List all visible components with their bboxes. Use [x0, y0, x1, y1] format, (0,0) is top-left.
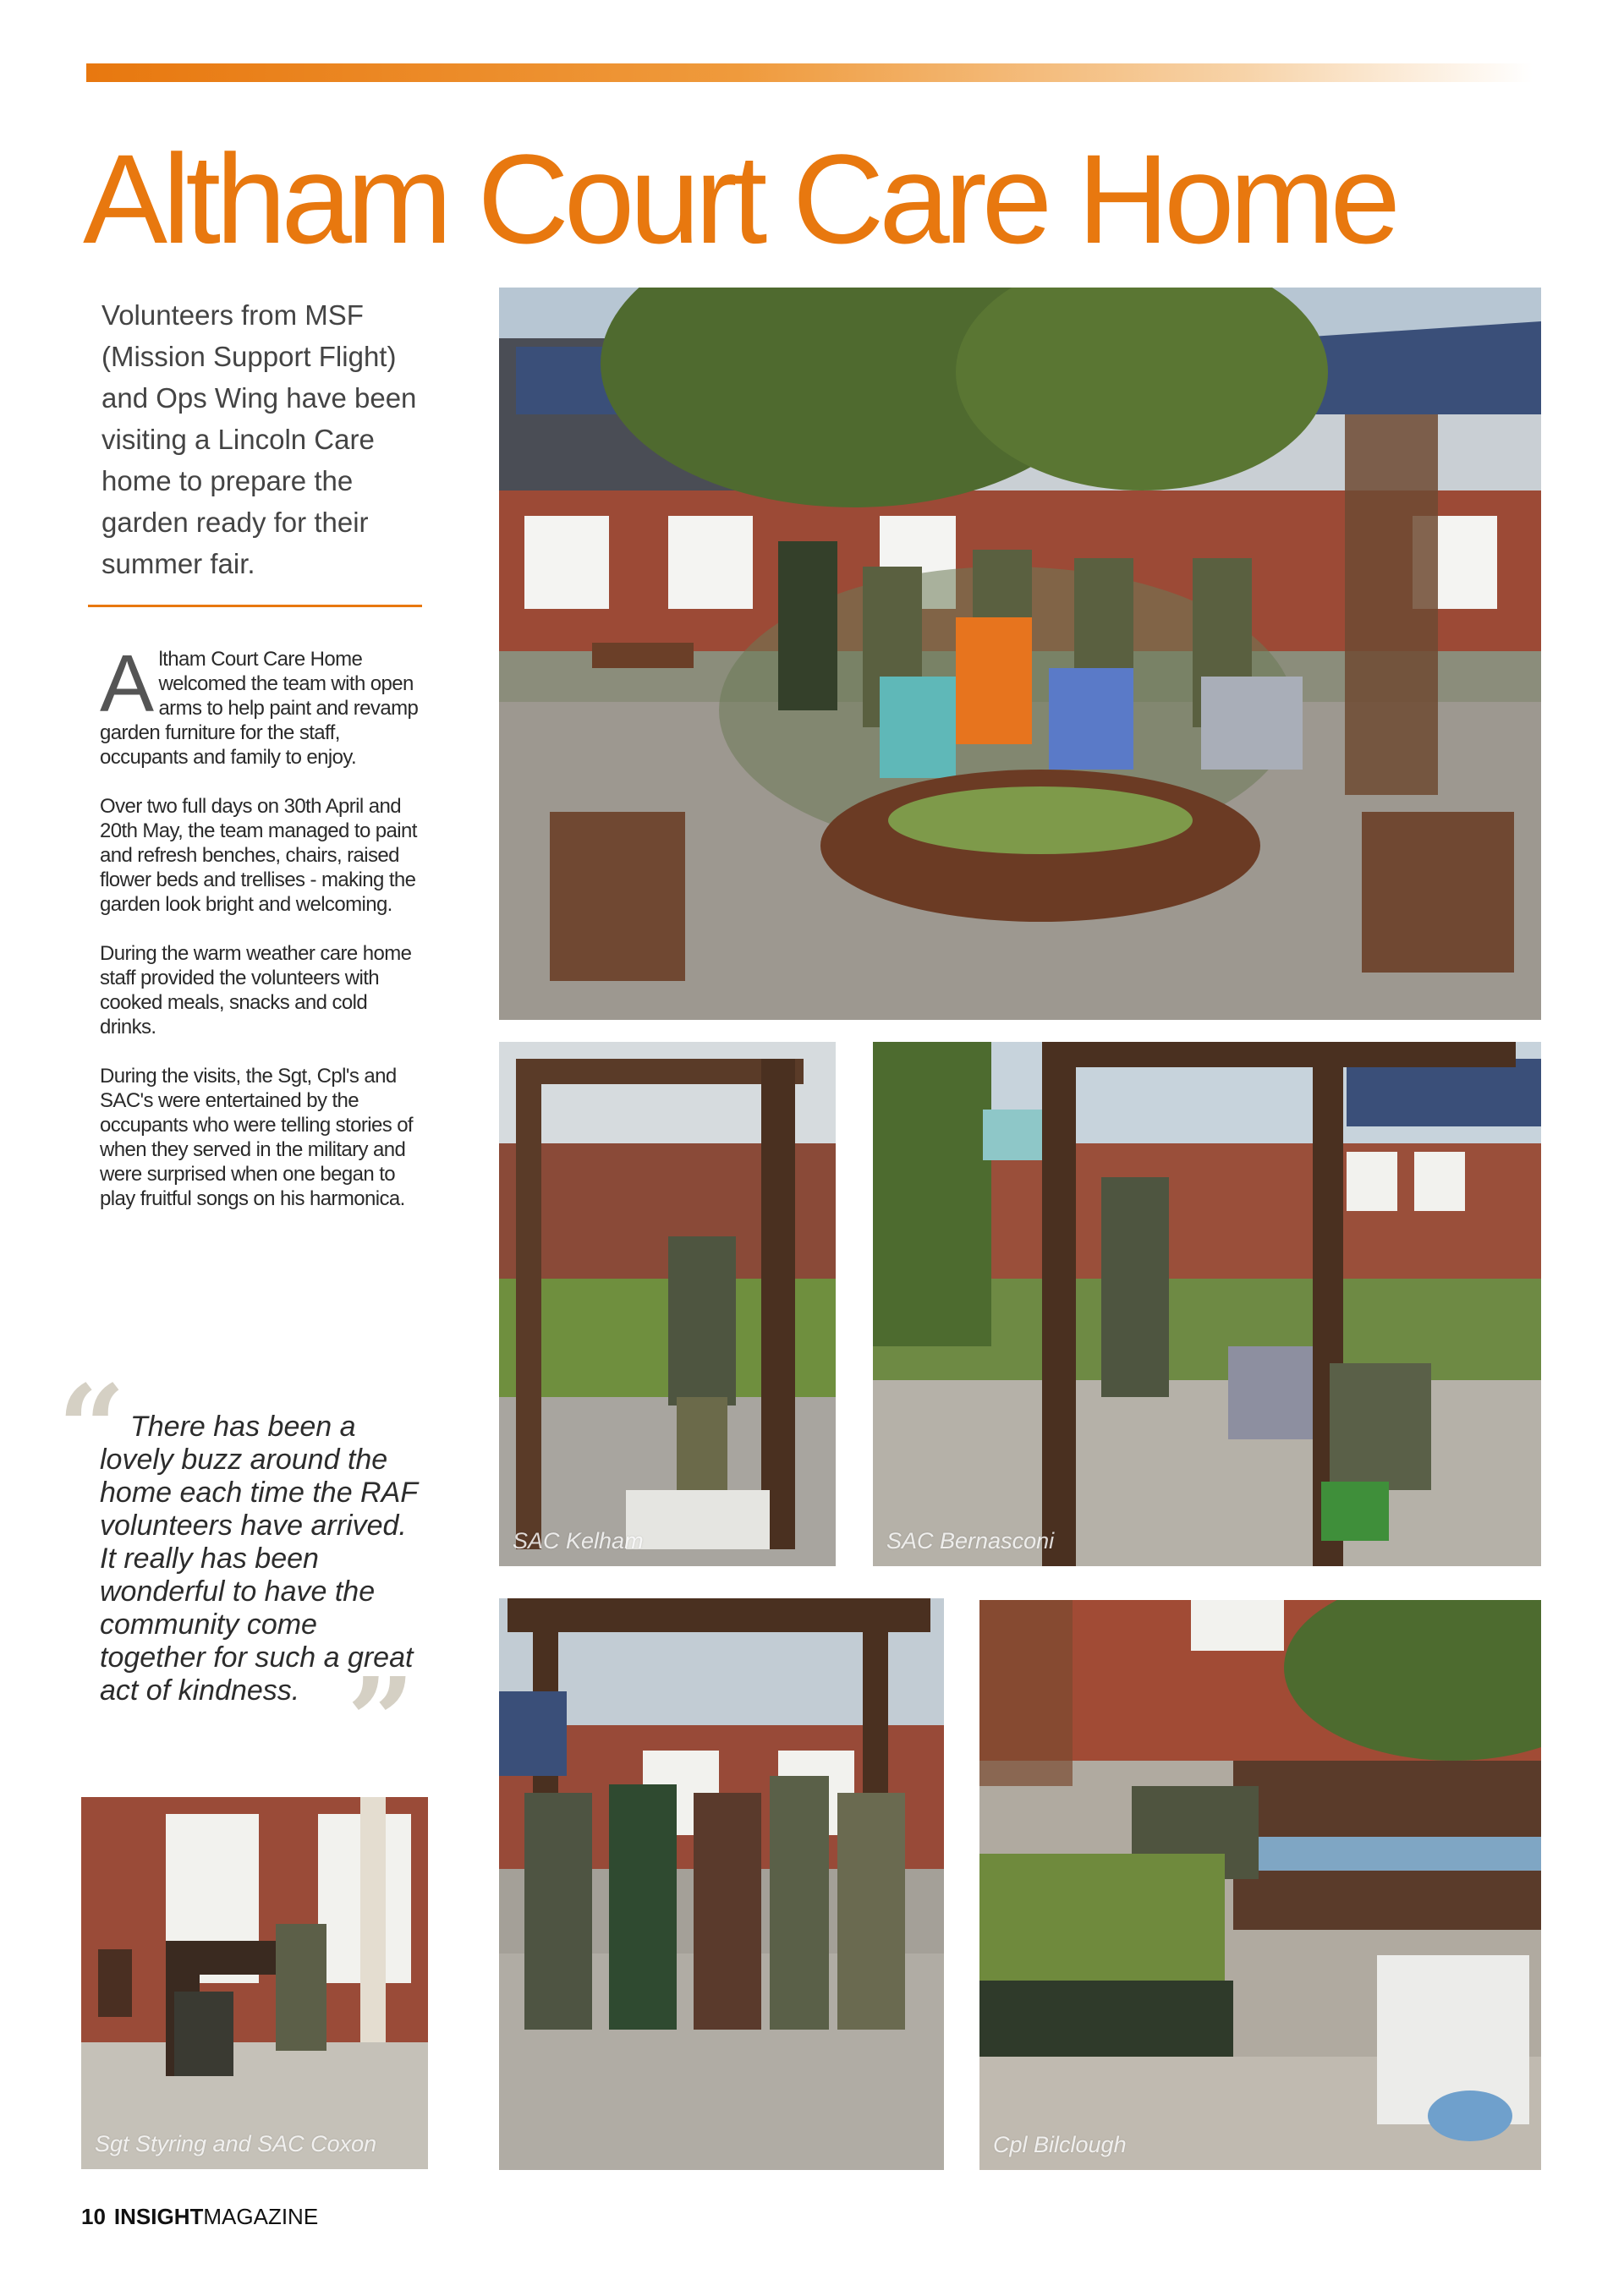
- photo-group-image: [499, 1598, 944, 2170]
- photo-bilclough: [979, 1600, 1541, 2170]
- article-paragraph-1: [100, 638, 421, 770]
- photo-bilclough-image: [979, 1600, 1541, 2170]
- photo-bernasconi: [873, 1042, 1541, 1566]
- intro-text: Volunteers from MSF (Mission Support Flight) and Ops Wing have been visiting a Lincoln Care home to prepare the garden ready for their summer fair.: [102, 299, 417, 579]
- drop-cap: A: [100, 638, 154, 729]
- photo-kelham-image: [499, 1042, 836, 1566]
- photo-main-image: [499, 288, 1541, 1020]
- photo-kelham: [499, 1042, 836, 1566]
- header-accent-bar: [86, 63, 1533, 82]
- photo-bernasconi-caption: SAC Bernasconi: [886, 1528, 1055, 1553]
- photo-bilclough-caption: Cpl Bilclough: [993, 2132, 1127, 2157]
- article-paragraph-4: During the visits, the Sgt, Cpl's and SAC's were entertained by the occupants who were telling stories of when they served in the military and were surprised when one began to play fruitful songs on his harmonica.: [100, 1065, 414, 1210]
- article-paragraph-3: During the warm weather care home staff provided the volunteers with cooked meals, snacks and cold drinks.: [100, 942, 412, 1038]
- photo-group: [499, 1598, 944, 2170]
- intro-divider: [88, 605, 422, 607]
- pull-quote: There has been a lovely buzz around the home each time the RAF volunteers have arrived. It really has been wonderful to have the community come together for such a great act of kindness.: [100, 1411, 418, 1707]
- photo-main-group: [499, 288, 1541, 1020]
- article-paragraph-1-text: ltham Court Care Home welcomed the team with open arms to help paint and revamp garden furniture for the staff, occupants and family to enjoy.: [100, 648, 419, 769]
- article-body: [100, 638, 421, 1236]
- quote-open-mark: “: [58, 1360, 126, 1499]
- photo-styring-caption: Sgt Styring and SAC Coxon: [95, 2131, 377, 2156]
- photo-bernasconi-image: [873, 1042, 1541, 1566]
- photo-styring: [81, 1797, 428, 2169]
- quote-close-mark: ”: [347, 1652, 415, 1791]
- photo-kelham-caption: SAC Kelham: [513, 1528, 644, 1553]
- magazine-brand-bold: INSIGHT: [113, 2204, 204, 2229]
- magazine-brand-light: MAGAZINE: [203, 2204, 319, 2229]
- page-number: 10: [81, 2204, 106, 2229]
- page-footer: [81, 2204, 318, 2230]
- article-paragraph-2: Over two full days on 30th April and 20th May, the team managed to paint and refresh benches, chairs, raised flower beds and trellises - making the garden look bright and welcoming.: [100, 795, 417, 916]
- photo-styring-image: [81, 1797, 428, 2169]
- page-title: Altham Court Care Home: [83, 128, 1396, 270]
